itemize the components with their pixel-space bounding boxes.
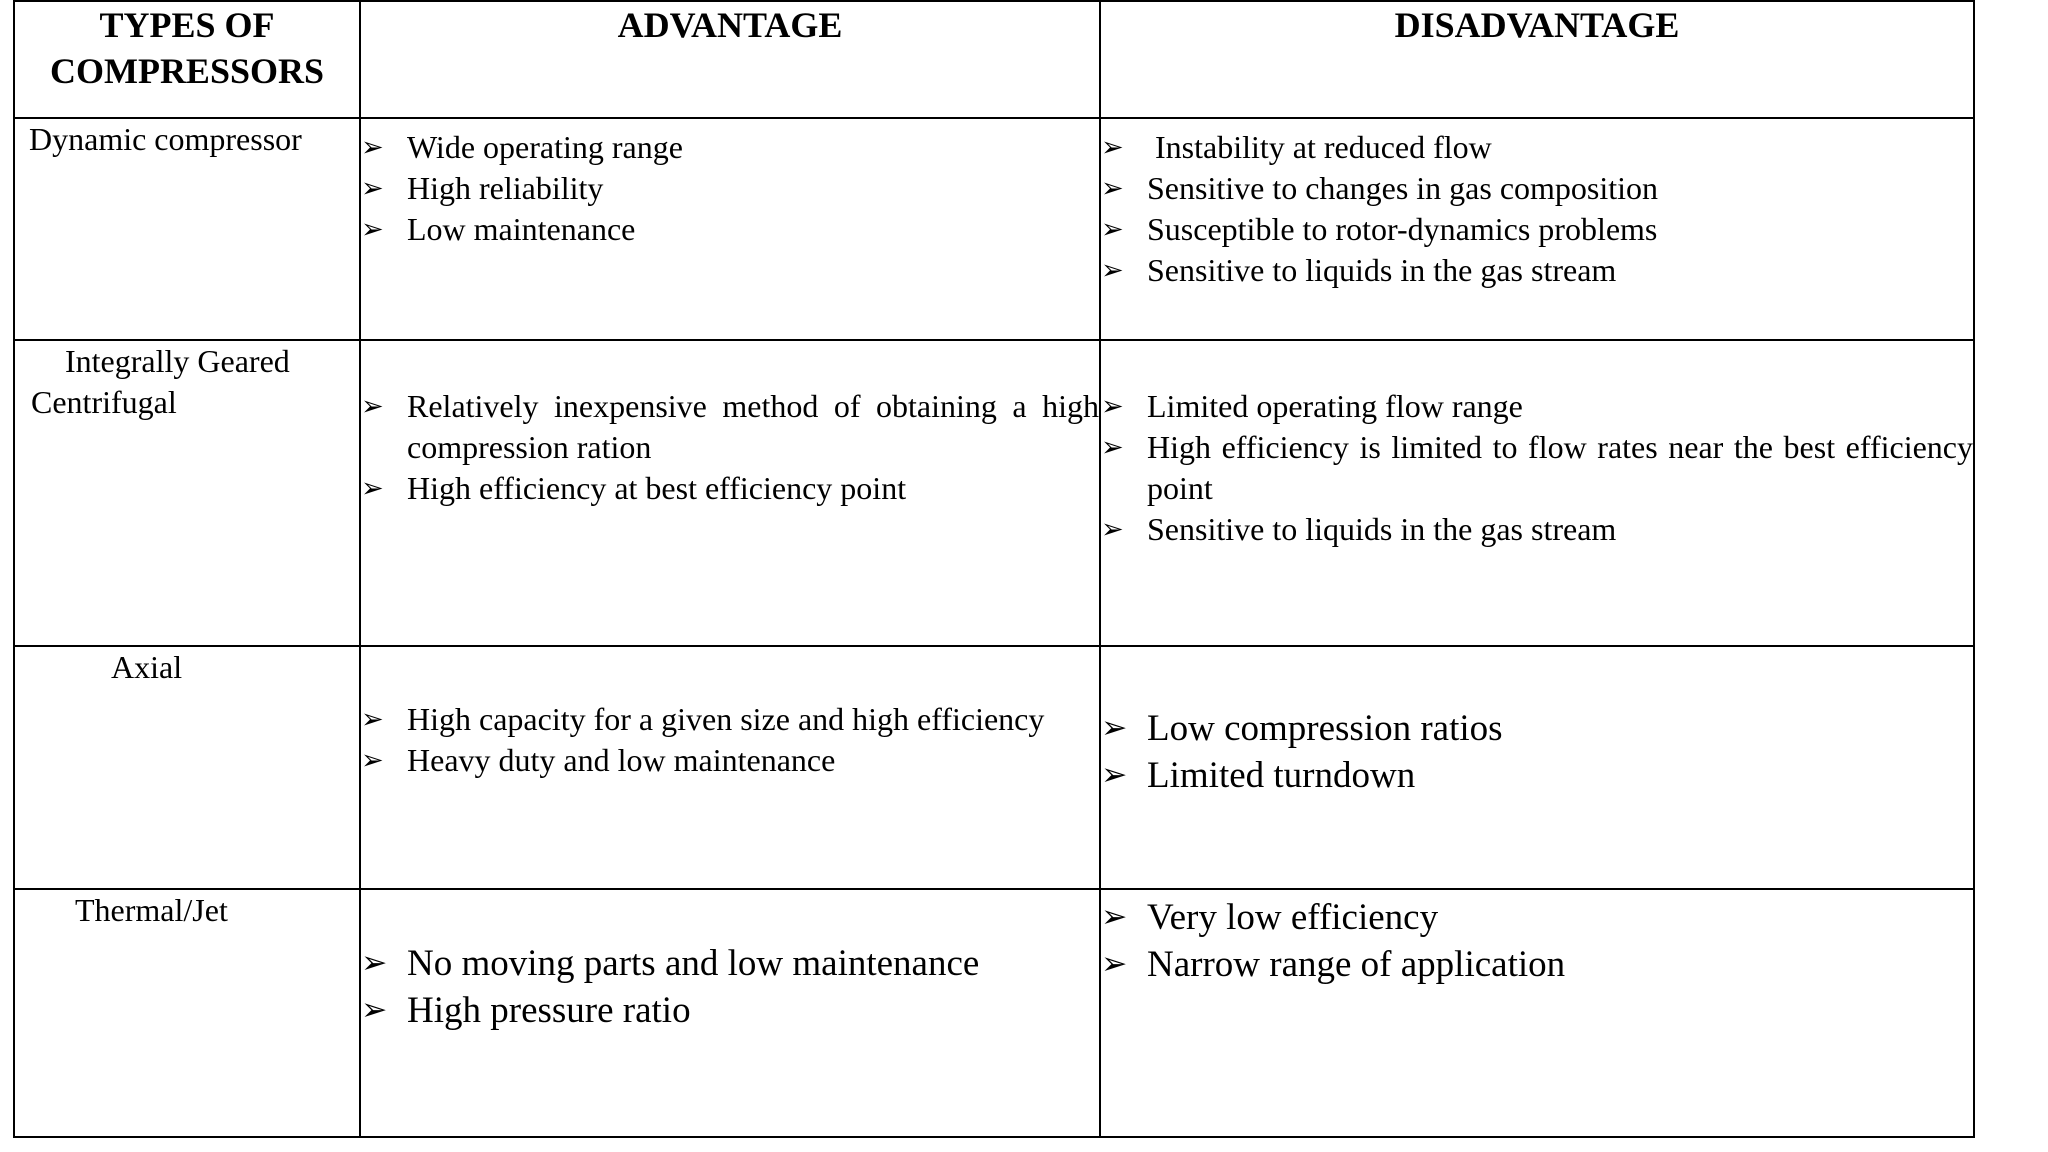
header-type-line-1: TYPES OF bbox=[99, 5, 275, 45]
advantages-list bbox=[361, 940, 1099, 1034]
list-item: ➢ Sensitive to changes in gas composition bbox=[1101, 168, 1973, 209]
arrow-bullet-icon: ➢ bbox=[1101, 214, 1124, 245]
list-item: ➢ High efficiency at best efficiency point bbox=[361, 468, 1099, 509]
arrow-bullet-icon: ➢ bbox=[1101, 432, 1124, 463]
advantages-cell bbox=[360, 118, 1100, 340]
advantages-cell bbox=[360, 340, 1100, 646]
list-item: ➢ High pressure ratio bbox=[361, 987, 1099, 1034]
row-type-dynamic-compressor bbox=[14, 118, 360, 340]
row-type-integrally-geared-centrifugal bbox=[14, 340, 360, 646]
arrow-bullet-icon: ➢ bbox=[361, 391, 384, 422]
type-label: Axial bbox=[111, 649, 183, 685]
list-item: ➢ Susceptible to rotor-dynamics problems bbox=[1101, 209, 1973, 250]
arrow-bullet-icon: ➢ bbox=[361, 945, 388, 981]
advantages-list bbox=[361, 127, 1099, 250]
list-item: ➢ No moving parts and low maintenance bbox=[361, 940, 1099, 987]
disadvantages-cell bbox=[1100, 646, 1974, 889]
arrow-bullet-icon: ➢ bbox=[1101, 899, 1128, 935]
list-item: ➢ Sensitive to liquids in the gas stream bbox=[1101, 509, 1973, 550]
table-row bbox=[14, 646, 1974, 889]
disadvantages-cell bbox=[1100, 889, 1974, 1137]
arrow-bullet-icon: ➢ bbox=[1101, 946, 1128, 982]
disadvantages-list bbox=[1101, 127, 1973, 291]
list-item: ➢ High efficiency is limited to flow rates near the best efficiency point bbox=[1101, 429, 1973, 506]
list-item: ➢ Heavy duty and low maintenance bbox=[361, 740, 1099, 781]
header-type-line-2: COMPRESSORS bbox=[49, 51, 325, 91]
arrow-bullet-icon: ➢ bbox=[1101, 514, 1124, 545]
table-row bbox=[14, 118, 1974, 340]
arrow-bullet-icon: ➢ bbox=[361, 473, 384, 504]
list-item: ➢ Very low efficiency bbox=[1101, 894, 1973, 941]
header-advantage: ADVANTAGE bbox=[360, 1, 1100, 118]
disadvantages-cell bbox=[1100, 118, 1974, 340]
arrow-bullet-icon: ➢ bbox=[1101, 132, 1124, 163]
type-label: Thermal/Jet bbox=[75, 892, 228, 928]
list-item: ➢ High reliability bbox=[361, 168, 1099, 209]
type-label-line-1: Integrally Geared bbox=[65, 343, 290, 379]
arrow-bullet-icon: ➢ bbox=[361, 214, 384, 245]
arrow-bullet-icon: ➢ bbox=[1101, 391, 1124, 422]
list-item: ➢ Wide operating range bbox=[361, 127, 1099, 168]
header-disadvantage: DISADVANTAGE bbox=[1100, 1, 1974, 118]
type-label-line-2: Centrifugal bbox=[31, 384, 177, 420]
advantages-cell bbox=[360, 646, 1100, 889]
header-types-of-compressors bbox=[14, 1, 360, 118]
arrow-bullet-icon: ➢ bbox=[1101, 710, 1128, 746]
arrow-bullet-icon: ➢ bbox=[361, 745, 384, 776]
table-row bbox=[14, 340, 1974, 646]
header-row bbox=[14, 1, 1974, 118]
arrow-bullet-icon: ➢ bbox=[361, 704, 384, 735]
list-item: ➢ Sensitive to liquids in the gas stream bbox=[1101, 250, 1973, 291]
advantages-list bbox=[361, 386, 1099, 509]
arrow-bullet-icon: ➢ bbox=[361, 173, 384, 204]
list-item: ➢ Limited turndown bbox=[1101, 752, 1973, 799]
compressor-comparison-table bbox=[13, 0, 1975, 1138]
arrow-bullet-icon: ➢ bbox=[1101, 255, 1124, 286]
row-type-axial bbox=[14, 646, 360, 889]
advantages-cell bbox=[360, 889, 1100, 1137]
disadvantages-list bbox=[1101, 386, 1973, 550]
list-item: ➢ Narrow range of application bbox=[1101, 941, 1973, 988]
list-item: ➢ Instability at reduced flow bbox=[1101, 127, 1973, 168]
disadvantages-cell bbox=[1100, 340, 1974, 646]
arrow-bullet-icon: ➢ bbox=[1101, 173, 1124, 204]
list-item: ➢ High capacity for a given size and high efficiency bbox=[361, 699, 1099, 740]
table-row bbox=[14, 889, 1974, 1137]
arrow-bullet-icon: ➢ bbox=[361, 132, 384, 163]
arrow-bullet-icon: ➢ bbox=[361, 992, 388, 1028]
disadvantages-list bbox=[1101, 705, 1973, 799]
type-label: Dynamic compressor bbox=[29, 121, 302, 157]
disadvantages-list bbox=[1101, 894, 1973, 988]
list-item: ➢ Low compression ratios bbox=[1101, 705, 1973, 752]
row-type-thermal-jet bbox=[14, 889, 360, 1137]
arrow-bullet-icon: ➢ bbox=[1101, 757, 1128, 793]
list-item: ➢ Relatively inexpensive method of obtaining a high compression ration bbox=[361, 388, 1099, 465]
list-item: ➢ Low maintenance bbox=[361, 209, 1099, 250]
list-item: ➢ Limited operating flow range bbox=[1101, 386, 1973, 427]
advantages-list bbox=[361, 699, 1099, 781]
